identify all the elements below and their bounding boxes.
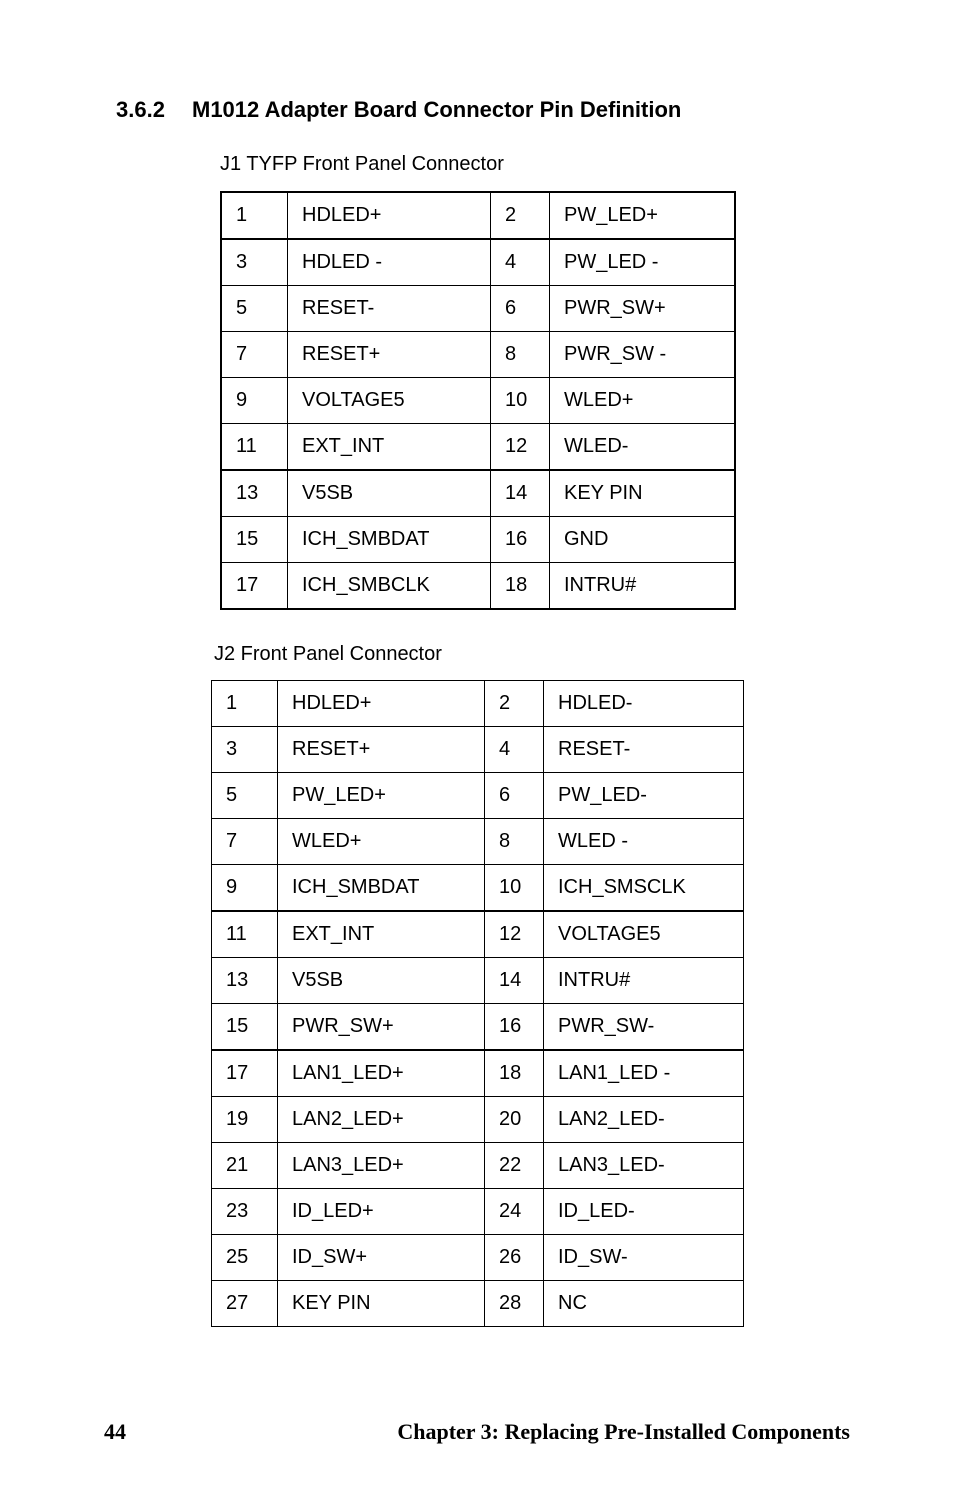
table-row <box>212 1281 744 1327</box>
pin-number-cell: 18 <box>491 563 550 610</box>
table-row <box>212 1189 744 1235</box>
pin-number-cell: 15 <box>221 517 288 563</box>
pin-signal-cell: PWR_SW- <box>544 1004 744 1051</box>
pin-number-cell: 12 <box>491 424 550 471</box>
pin-signal-cell: PW_LED+ <box>278 773 485 819</box>
pin-signal-cell: PWR_SW - <box>550 332 736 378</box>
pin-signal-cell: WLED - <box>544 819 744 865</box>
table-row <box>212 727 744 773</box>
pin-number-cell: 3 <box>221 239 288 286</box>
pin-signal-cell: RESET+ <box>278 727 485 773</box>
pin-signal-cell: PW_LED- <box>544 773 744 819</box>
pin-signal-cell: ICH_SMBDAT <box>288 517 491 563</box>
chapter-title: Chapter 3: Replacing Pre-Installed Components <box>397 1419 850 1444</box>
pin-signal-cell: EXT_INT <box>278 911 485 958</box>
pin-number-cell: 4 <box>485 727 544 773</box>
pin-signal-cell: ID_SW- <box>544 1235 744 1281</box>
pin-signal-cell: RESET- <box>544 727 744 773</box>
pin-signal-cell: LAN3_LED- <box>544 1143 744 1189</box>
pin-number-cell: 12 <box>485 911 544 958</box>
pin-signal-cell: VOLTAGE5 <box>288 378 491 424</box>
table-row <box>212 911 744 958</box>
pin-number-cell: 13 <box>212 958 278 1004</box>
pin-number-cell: 17 <box>221 563 288 610</box>
table-row <box>212 1143 744 1189</box>
pin-number-cell: 28 <box>485 1281 544 1327</box>
pin-number-cell: 1 <box>221 192 288 239</box>
j1-pin-table <box>220 191 736 610</box>
pin-number-cell: 18 <box>485 1050 544 1097</box>
table-row <box>212 1235 744 1281</box>
pin-signal-cell: PW_LED - <box>550 239 736 286</box>
pin-number-cell: 5 <box>212 773 278 819</box>
pin-signal-cell: EXT_INT <box>288 424 491 471</box>
pin-signal-cell: V5SB <box>288 470 491 517</box>
pin-number-cell: 24 <box>485 1189 544 1235</box>
pin-signal-cell: HDLED+ <box>278 681 485 727</box>
pin-number-cell: 10 <box>485 865 544 912</box>
pin-signal-cell: HDLED+ <box>288 192 491 239</box>
pin-signal-cell: HDLED- <box>544 681 744 727</box>
section-title: M1012 Adapter Board Connector Pin Definition <box>192 97 682 122</box>
pin-number-cell: 14 <box>485 958 544 1004</box>
pin-signal-cell: LAN1_LED - <box>544 1050 744 1097</box>
pin-number-cell: 3 <box>212 727 278 773</box>
pin-signal-cell: ICH_SMBCLK <box>288 563 491 610</box>
table-row <box>221 378 735 424</box>
pin-number-cell: 22 <box>485 1143 544 1189</box>
pin-signal-cell: LAN3_LED+ <box>278 1143 485 1189</box>
pin-signal-cell: PW_LED+ <box>550 192 736 239</box>
pin-number-cell: 8 <box>485 819 544 865</box>
j1-table-caption: J1 TYFP Front Panel Connector <box>220 153 504 175</box>
pin-signal-cell: GND <box>550 517 736 563</box>
pin-signal-cell: VOLTAGE5 <box>544 911 744 958</box>
pin-number-cell: 11 <box>221 424 288 471</box>
pin-signal-cell: KEY PIN <box>278 1281 485 1327</box>
pin-signal-cell: WLED- <box>550 424 736 471</box>
pin-number-cell: 1 <box>212 681 278 727</box>
table-row <box>212 773 744 819</box>
pin-number-cell: 10 <box>491 378 550 424</box>
table-row <box>212 1097 744 1143</box>
table-row <box>212 1050 744 1097</box>
table-row <box>212 819 744 865</box>
pin-number-cell: 9 <box>221 378 288 424</box>
pin-signal-cell: INTRU# <box>544 958 744 1004</box>
table-row <box>212 1004 744 1051</box>
j2-pin-table <box>211 680 744 1327</box>
table-row <box>212 681 744 727</box>
pin-number-cell: 7 <box>212 819 278 865</box>
table-row <box>221 192 735 239</box>
table-row <box>221 332 735 378</box>
pin-number-cell: 2 <box>485 681 544 727</box>
table-row <box>221 424 735 471</box>
pin-number-cell: 6 <box>485 773 544 819</box>
table-row <box>221 517 735 563</box>
pin-number-cell: 2 <box>491 192 550 239</box>
pin-number-cell: 16 <box>485 1004 544 1051</box>
pin-number-cell: 26 <box>485 1235 544 1281</box>
pin-signal-cell: LAN2_LED- <box>544 1097 744 1143</box>
pin-signal-cell: PWR_SW+ <box>550 286 736 332</box>
j2-table-caption: J2 Front Panel Connector <box>214 643 442 665</box>
pin-signal-cell: ID_LED+ <box>278 1189 485 1235</box>
pin-signal-cell: WLED+ <box>278 819 485 865</box>
pin-signal-cell: ICH_SMBDAT <box>278 865 485 912</box>
pin-number-cell: 27 <box>212 1281 278 1327</box>
pin-number-cell: 11 <box>212 911 278 958</box>
pin-signal-cell: ID_SW+ <box>278 1235 485 1281</box>
pin-number-cell: 15 <box>212 1004 278 1051</box>
pin-signal-cell: RESET- <box>288 286 491 332</box>
pin-number-cell: 8 <box>491 332 550 378</box>
pin-signal-cell: PWR_SW+ <box>278 1004 485 1051</box>
table-row <box>212 958 744 1004</box>
pin-number-cell: 5 <box>221 286 288 332</box>
pin-number-cell: 4 <box>491 239 550 286</box>
pin-number-cell: 23 <box>212 1189 278 1235</box>
pin-number-cell: 17 <box>212 1050 278 1097</box>
section-number: 3.6.2 <box>116 97 165 122</box>
table-row <box>221 239 735 286</box>
pin-signal-cell: KEY PIN <box>550 470 736 517</box>
pin-number-cell: 21 <box>212 1143 278 1189</box>
pin-number-cell: 6 <box>491 286 550 332</box>
page-number: 44 <box>104 1419 126 1444</box>
pin-signal-cell: LAN1_LED+ <box>278 1050 485 1097</box>
pin-signal-cell: LAN2_LED+ <box>278 1097 485 1143</box>
table-row <box>221 286 735 332</box>
pin-number-cell: 9 <box>212 865 278 912</box>
pin-signal-cell: INTRU# <box>550 563 736 610</box>
pin-number-cell: 16 <box>491 517 550 563</box>
pin-signal-cell: ID_LED- <box>544 1189 744 1235</box>
table-row <box>221 470 735 517</box>
pin-number-cell: 25 <box>212 1235 278 1281</box>
pin-number-cell: 20 <box>485 1097 544 1143</box>
section-heading <box>116 97 681 123</box>
pin-signal-cell: ICH_SMSCLK <box>544 865 744 912</box>
pin-number-cell: 14 <box>491 470 550 517</box>
pin-signal-cell: NC <box>544 1281 744 1327</box>
pin-signal-cell: WLED+ <box>550 378 736 424</box>
table-row <box>212 865 744 912</box>
pin-number-cell: 19 <box>212 1097 278 1143</box>
pin-signal-cell: V5SB <box>278 958 485 1004</box>
pin-number-cell: 13 <box>221 470 288 517</box>
pin-signal-cell: RESET+ <box>288 332 491 378</box>
pin-number-cell: 7 <box>221 332 288 378</box>
table-row <box>221 563 735 610</box>
pin-signal-cell: HDLED - <box>288 239 491 286</box>
